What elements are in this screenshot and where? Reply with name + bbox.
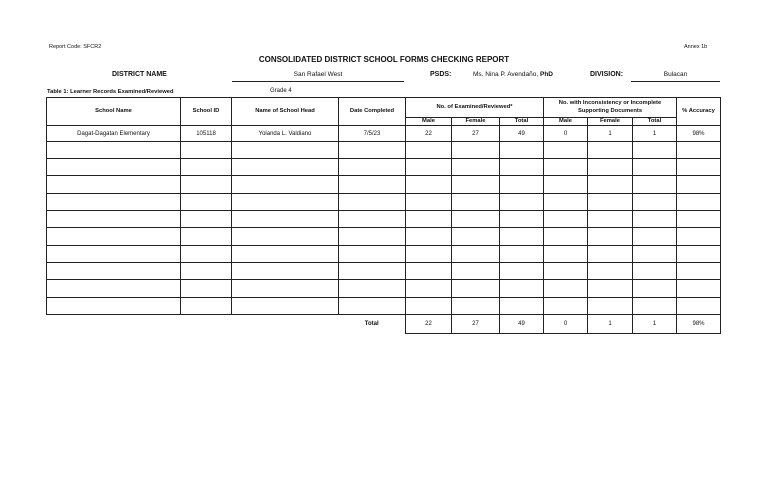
empty-row — [47, 159, 721, 176]
empty-row — [47, 246, 721, 263]
col-accuracy: % Accuracy — [677, 98, 721, 126]
cell-school-name: Dagat-Dagatan Elementary — [47, 126, 181, 142]
total-ex-male: 22 — [406, 315, 452, 334]
cell-school-head: Yolanda L. Valdiano — [232, 126, 339, 142]
col-inc-female: Female — [588, 118, 633, 126]
col-examined-group: No. of Examined/Reviewed* — [406, 98, 544, 118]
col-inc-male: Male — [544, 118, 588, 126]
totals-row — [47, 315, 721, 334]
empty-row — [47, 228, 721, 246]
cell-accuracy: 98% — [677, 126, 721, 142]
report-code: Report Code: SFCR2 — [49, 44, 102, 50]
total-inc-total: 1 — [633, 315, 677, 334]
total-inc-female: 1 — [588, 315, 633, 334]
cell-inc-male: 0 — [544, 126, 588, 142]
cell-inc-female: 1 — [588, 126, 633, 142]
district-underline — [232, 81, 404, 82]
col-school-name: School Name — [47, 98, 181, 126]
col-ex-total: Total — [500, 118, 544, 126]
cell-ex-total: 49 — [500, 126, 544, 142]
cell-date-completed: 7/5/23 — [339, 126, 406, 142]
division-value: Bulacan — [663, 71, 688, 78]
empty-row — [47, 176, 721, 194]
district-label: DISTRICT NAME — [112, 71, 167, 78]
col-date-completed: Date Completed — [339, 98, 406, 126]
division-label: DIVISION: — [590, 71, 624, 78]
col-school-id: School ID — [181, 98, 232, 126]
empty-row — [47, 263, 721, 280]
total-ex-total: 49 — [500, 315, 544, 334]
empty-row — [47, 142, 721, 159]
psds-suffix: PhD — [539, 71, 553, 78]
total-ex-female: 27 — [452, 315, 500, 334]
district-value: San Rafael West — [293, 71, 343, 78]
empty-row — [47, 298, 721, 315]
empty-row — [47, 280, 721, 298]
totals-label: Total — [339, 315, 406, 334]
psds-value — [473, 71, 553, 78]
empty-row — [47, 211, 721, 228]
psds-label: PSDS: — [430, 71, 452, 78]
col-ex-male: Male — [406, 118, 452, 126]
total-inc-male: 0 — [544, 315, 588, 334]
cell-ex-female: 27 — [452, 126, 500, 142]
total-accuracy: 98% — [677, 315, 721, 334]
col-ex-female: Female — [452, 118, 500, 126]
cell-school-id: 105118 — [181, 126, 232, 142]
empty-row — [47, 194, 721, 211]
col-inc-total: Total — [633, 118, 677, 126]
table-row — [47, 126, 721, 142]
table-caption: Table 1: Learner Records Examined/Reviewed — [47, 89, 174, 95]
cell-inc-total: 1 — [633, 126, 677, 142]
records-table — [46, 97, 721, 334]
col-inconsistency-group: No. with Inconsistency or Incomplete Supporting Documents — [544, 98, 677, 118]
grade-label: Grade 4 — [270, 88, 292, 94]
psds-name: Ms. Nina P. Avendaño, — [473, 71, 539, 78]
report-title: CONSOLIDATED DISTRICT SCHOOL FORMS CHECKING REPORT — [258, 55, 510, 64]
division-underline — [631, 81, 720, 82]
cell-ex-male: 22 — [406, 126, 452, 142]
col-school-head: Name of School Head — [232, 98, 339, 126]
annex-label: Annex 1b — [684, 44, 708, 50]
